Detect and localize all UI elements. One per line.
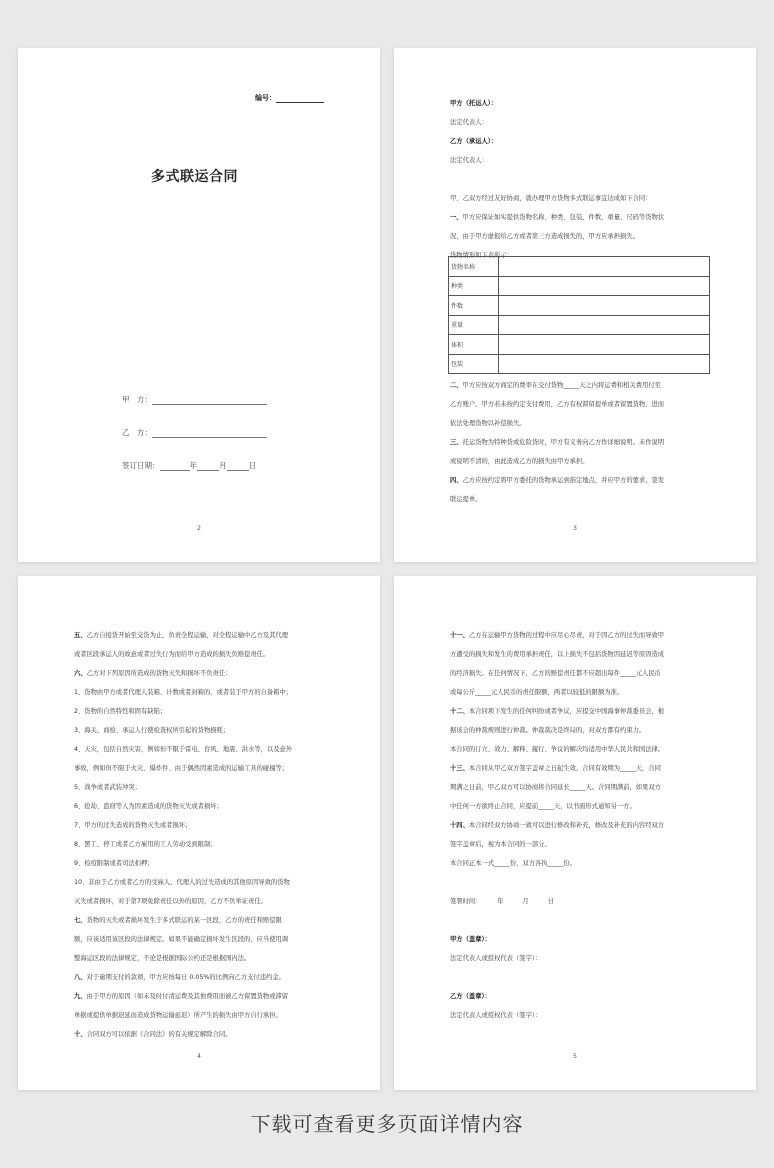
text-line: 9、检疫限制或者司法扣押； [74,860,154,867]
page-number: 2 [197,525,201,532]
text-line: 五、乙方自接货开始至交货为止，负责全程运输，对全程运输中乙方及其代理 [74,632,289,639]
text-line: 七、货物的灭失或者损坏发生于多式联运的某一区段，乙方的责任和赔偿限 [74,917,282,924]
cargo-row [449,257,710,277]
cargo-row [449,315,710,335]
cargo-field-label: 种类 [449,276,499,296]
text-line: 法定代表人或授权代表（签字）： [450,1012,542,1019]
text-line: 三、托运货物为特种货或危险货时，甲方有义务向乙方作详细说明。未作说明 [450,439,665,446]
text-line [450,911,706,930]
text-line: 7、甲方的过失造成的货物灭失或者损坏； [74,822,192,829]
document-title: 多式联运合同 [151,169,238,185]
party-a-line: 甲 方： [122,394,267,405]
page-3 [394,48,756,562]
text-line: 4、天灾，包括自然灾害，例如但不限于雷电、台风、地震、洪水等，以及意外 [74,746,293,753]
page-5-text [450,626,706,1025]
text-line: 甲方（托运人）： [450,100,498,107]
text-line: 6、抢劫、盗窃等人为因素造成的货物灭失或者损坏； [74,803,223,810]
page-2 [18,48,380,562]
text-line: 3、海关、商检、承运人行使检查权所引起的货物损耗； [74,727,230,734]
contract-number: 编号： [255,93,324,103]
text-line: 额，应该适用该区段的法律规定。如果不能确定损坏发生区段的，应当使用调 [74,936,289,943]
text-line: 联运提单。 [450,496,482,503]
text-line: 乙方账户。甲方若未按约定支付费用，乙方有权滞留提单或者留置货物，进而 [450,401,665,408]
page-4 [18,576,380,1090]
cargo-field-value [499,296,710,316]
text-line: 八、对于逾期支付的款项，甲方应按每日 0.05%的比例向乙方支付违约金。 [74,974,285,981]
text-line: 法定代表人或授权代表（签字）： [450,955,542,962]
text-line: 中任何一方欲终止合同，应提前_____天，以书面形式通知另一方。 [450,803,636,810]
cargo-field-value [499,276,710,296]
text-line: 本合同正本一式_____份，双方各执_____份。 [450,860,576,867]
text-line: 签署时间： 年 月 日 [450,898,554,905]
text-line: 十四、本合同经双方协商一致可以进行修改和补充，修改及补充的内容经双方 [450,822,665,829]
cargo-field-label: 体积 [449,335,499,355]
cargo-field-label: 货物名称 [449,257,499,277]
text-line: 况，由于甲方虚报给乙方或者第三方造成损失的，甲方应承担损失。 [450,233,639,240]
text-line: 或每公斤_____元人民币的责任限额，两者以较低的限额为准。 [450,689,624,696]
text-line: 5、战争或者武装冲突； [74,784,141,791]
party-b-line: 乙 方： [122,427,267,438]
text-line: 或说明不清的，由此造成乙方的损失由甲方承担。 [450,458,589,465]
page-number: 4 [197,1053,201,1060]
cargo-field-label: 件数 [449,296,499,316]
cargo-field-value [499,335,710,355]
text-line [450,968,706,987]
text-line: 8、罢工、停工或者乙方雇用的工人劳动受到限制； [74,841,217,848]
cargo-row [449,335,710,355]
cargo-field-value [499,257,710,277]
text-line: 十、合同双方可以依据《合同法》的有关规定解除合同。 [74,1031,232,1038]
text-line: 期满之日前，甲乙双方可以协商将合同延长_____天。合同期满前，如果双方 [450,784,661,791]
sign-date-line: 签订日期： 年 月 日 [122,461,256,470]
text-line: 或者区段承运人的故意或者过失行为而给甲方造成的损失负赔偿责任。 [74,651,270,658]
page-4-text [74,626,330,1044]
cargo-field-value [499,354,710,374]
text-line: 十三、本合同从甲乙双方签字盖章之日起生效，合同有效期为_____天，合同 [450,765,661,772]
page-number: 5 [573,1053,577,1060]
text-line: 甲方（盖章）： [450,936,491,943]
text-line: 2、货物的自然特性和固有缺陷； [74,708,167,715]
text-line: 依法处理货物以补偿损失。 [450,420,526,427]
text-line: 10、非由于乙方或者乙方的受雇人、代理人的过失造成的其他原因导致的货物 [74,879,290,886]
text-line: 四、乙方应按约定将甲方委托的货物承运到指定地点，并应甲方的要求，签发 [450,477,665,484]
cargo-row [449,296,710,316]
cargo-row [449,276,710,296]
cargo-field-label: 包装 [449,354,499,374]
text-line: 九、由于甲方的原因（如未及时付清运费及其他费用而被乙方留置货物或滞留 [74,993,289,1000]
text-line: 法定代表人： [450,119,488,126]
text-line: 二、甲方应按双方商定的费率在交付货物_____天之内将运费和相关费用付至 [450,382,661,389]
text-line: 本合同的订立、效力、解释、履行、争议的解决均适用中华人民共和国法律。 [450,746,665,753]
text-line: 一、甲方应保证如实提供货物名称、种类、包装、件数、重量、尺码等货物状 [450,214,665,221]
text-line: 乙方（承运人）： [450,138,498,145]
page-3-text-after [450,376,704,509]
text-line: 六、乙方对下列原因所造成的货物灭失和损坏不负责任： [74,670,232,677]
text-line: 整海运区段的法律规定，不论是根据国际公约还是根据国内法。 [74,955,251,962]
text-line: 乙方（盖章）： [450,993,491,1000]
page-number: 3 [573,525,577,532]
cargo-field-label: 重量 [449,315,499,335]
cargo-field-value [499,315,710,335]
text-line: 据该会的仲裁规则进行仲裁。仲裁裁决是终局的，对双方都有约束力。 [450,727,646,734]
page-5 [394,576,756,1090]
text-line [450,170,704,189]
text-line: 事故，例如但不限于火灾、爆炸件、由于偶然因素造成的运输工具的碰撞等； [74,765,289,772]
text-line: 法定代表人： [450,157,488,164]
text-line: 灭失或者损坏，对于第7项免除责任以外的原因，乙方不负举证责任。 [74,898,267,905]
text-line: 签字盖章后，视为本合同的一部分。 [450,841,551,848]
text-line: 单据或提供单据迟延而造成货物运输延迟）所产生的损失由甲方自行承担。 [74,1012,282,1019]
cargo-table [448,256,710,374]
download-hint: 下载可查看更多页面详情内容 [250,1112,524,1136]
text-line: 的经济损失。在任何情况下，乙方的赔偿责任都不应超出每件_____元人民币 [450,670,661,677]
text-line: 货物情形如下表所示： [450,252,513,259]
cargo-row [449,354,710,374]
text-line: 甲、乙双方经过友好协商，就办理甲方货物多式联运事宜达成如下合同： [450,195,652,202]
text-line: 十一、乙方在运输甲方货物的过程中应尽心尽责，对于因乙方的过失而导致甲 [450,632,665,639]
text-line: 方遭受的损失和发生的费用承担责任，以上损失不包括货物因延迟等原因造成 [450,651,665,658]
page-3-text [450,94,704,265]
text-line [450,873,706,892]
text-line: 十二、本合同项下发生的任何纠纷或者争议，应提交中国海事仲裁委员会，根 [450,708,665,715]
text-line: 1、货物由甲方或者代理人装箱、计数或者封箱的，或者装于甲方的自备箱中； [74,689,293,696]
